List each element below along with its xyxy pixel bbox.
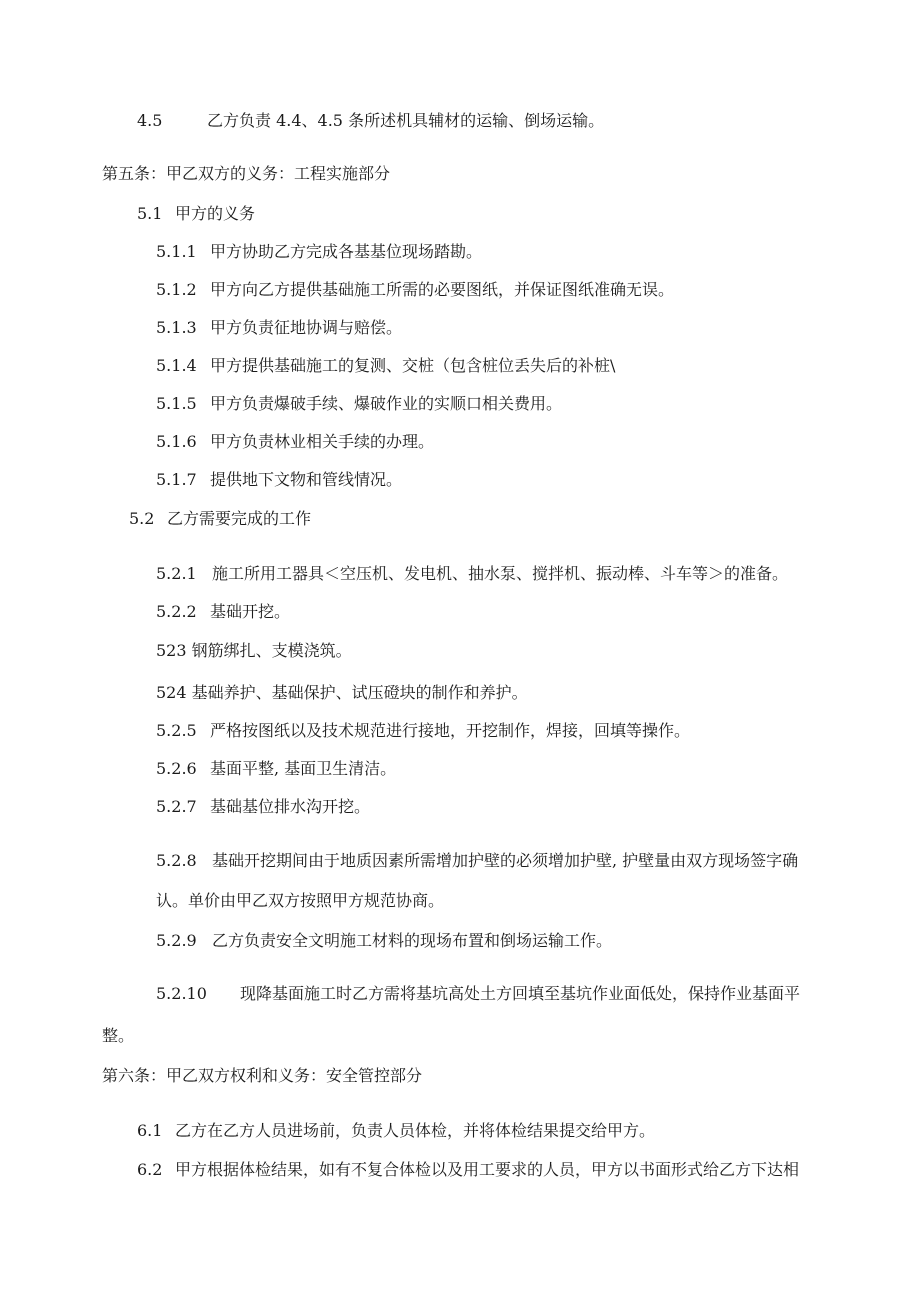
clause-5-2-7 [156, 797, 370, 817]
clause-5-2-9 [156, 931, 612, 951]
clause-text-continued: 整。 [102, 1026, 135, 1045]
clause-5-2-5 [156, 721, 690, 741]
clause-text: 提供地下文物和管线情况。 [210, 470, 403, 489]
clause-5-1-2 [156, 280, 674, 300]
clause-4-5 [137, 111, 604, 131]
clause-text: 基础开挖。 [210, 602, 291, 621]
clause-number: 5.1.2 [156, 280, 197, 299]
clause-number: 5.1.6 [156, 432, 197, 451]
clause-text: 施工所用工器具＜空压机、发电机、抽水泵、搅拌机、振动棒、斗车等＞的准备。 [212, 564, 789, 583]
clause-5-1-7 [156, 470, 402, 490]
clause-5-1-1 [156, 242, 482, 262]
clause-number: 5.1.1 [156, 242, 197, 261]
clause-5-1 [137, 204, 255, 224]
clause-text: 甲方提供基础施工的复测、交桩（包含桩位丢失后的补桩\ [210, 356, 616, 375]
clause-text: 乙方需要完成的工作 [167, 509, 312, 528]
clause-number: 5.2.2 [156, 602, 197, 621]
clause-text: 甲方协助乙方完成各基基位现场踏勘。 [210, 242, 483, 261]
clause-6-2 [137, 1160, 799, 1180]
clause-5-2-4 [156, 683, 528, 703]
clause-text: 基础基位排水沟开挖。 [210, 797, 371, 816]
clause-5-2-3 [156, 641, 352, 661]
clause-text: 甲方的义务 [175, 204, 256, 223]
clause-text: 基面平整, 基面卫生清洁。 [210, 759, 397, 778]
clause-number: 5.2.9 [156, 931, 197, 950]
article-title: 第六条：甲乙双方权利和义务：安全管控部分 [102, 1066, 423, 1085]
clause-5-2 [129, 509, 311, 529]
clause-text: 现降基面施工时乙方需将基坑高处土方回填至基坑作业面低处，保持作业基面平 [240, 984, 801, 1003]
clause-text: 甲方负责征地协调与赔偿。 [210, 318, 403, 337]
clause-5-2-8 [156, 851, 798, 871]
clause-number: 5.1 [137, 204, 163, 223]
clause-number: 6.1 [137, 1121, 163, 1140]
clause-text: 乙方在乙方人员进场前，负责人员体检，并将体检结果提交给甲方。 [175, 1121, 656, 1140]
clause-text: 甲方向乙方提供基础施工所需的必要图纸，并保证图纸准确无误。 [210, 280, 675, 299]
clause-number: 5.2.10 [156, 984, 207, 1003]
clause-text: 基础开挖期间由于地质因素所需增加护壁的必须增加护壁, 护壁量由双方现场签字确 [212, 851, 799, 870]
clause-number: 5.1.4 [156, 356, 197, 375]
clause-6-1 [137, 1121, 655, 1141]
clause-5-2-10-continued [102, 1026, 134, 1046]
clause-5-2-10 [156, 984, 800, 1004]
clause-number: 5.2.5 [156, 721, 197, 740]
clause-text: 甲方负责林业相关手续的办理。 [210, 432, 435, 451]
clause-5-1-4 [156, 356, 615, 376]
clause-text: 乙方负责安全文明施工材料的现场布置和倒场运输工作。 [212, 931, 613, 950]
clause-5-2-2 [156, 602, 290, 622]
article-5-heading [102, 164, 390, 184]
clause-number: 5.2.1 [156, 564, 197, 583]
clause-number: 5.2.6 [156, 759, 197, 778]
clause-text: 甲方根据体检结果，如有不复合体检以及用工要求的人员，甲方以书面形式给乙方下达相 [175, 1160, 800, 1179]
clause-5-1-3 [156, 318, 402, 338]
clause-text: 524 基础养护、基础保护、试压磴块的制作和养护。 [156, 683, 528, 702]
article-6-heading [102, 1066, 422, 1086]
clause-5-1-5 [156, 394, 562, 414]
clause-5-2-6 [156, 759, 396, 779]
clause-text: 严格按图纸以及技术规范进行接地，开挖制作，焊接，回填等操作。 [210, 721, 691, 740]
clause-number: 4.5 [137, 111, 163, 130]
clause-number: 6.2 [137, 1160, 163, 1179]
clause-5-2-8-continued [156, 891, 444, 911]
clause-number: 5.1.3 [156, 318, 197, 337]
clause-number: 5.2 [129, 509, 155, 528]
clause-number: 5.1.7 [156, 470, 197, 489]
clause-5-2-1 [156, 564, 788, 584]
clause-text-continued: 认。单价由甲乙双方按照甲方规范协商。 [156, 891, 445, 910]
clause-number: 5.1.5 [156, 394, 197, 413]
clause-text: 甲方负责爆破手续、爆破作业的实顺口相关费用。 [210, 394, 563, 413]
clause-5-1-6 [156, 432, 434, 452]
article-title: 第五条：甲乙双方的义务：工程实施部分 [102, 164, 391, 183]
clause-number: 5.2.7 [156, 797, 197, 816]
clause-number: 5.2.8 [156, 851, 197, 870]
clause-text: 523 钢筋绑扎、支模浇筑。 [156, 641, 352, 660]
clause-text: 乙方负责 4.4、4.5 条所述机具辅材的运输、倒场运输。 [207, 111, 605, 130]
